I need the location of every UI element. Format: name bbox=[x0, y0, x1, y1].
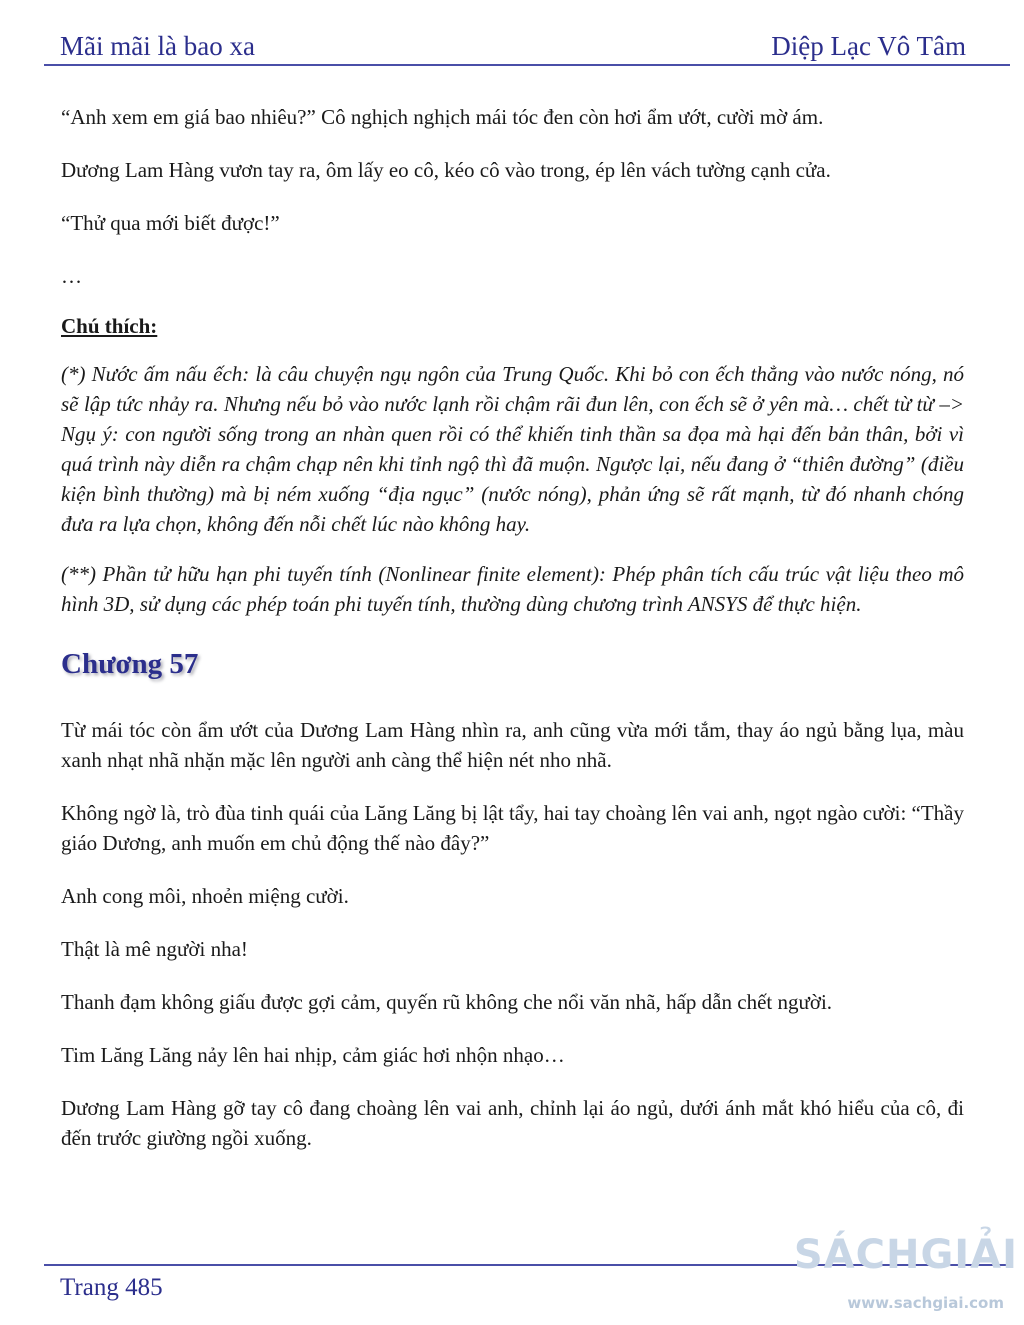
paragraph: Không ngờ là, trò đùa tinh quái của Lăng Lăng bị lật tẩy, hai tay choàng lên vai anh, ngọt ngào cười: “Thầy giáo Dương, anh muốn em chủ động thế nào đây?” bbox=[61, 801, 964, 855]
watermark-logo: SÁCHGIẢI bbox=[793, 1232, 1018, 1278]
chapter-heading: Chương 57 bbox=[61, 648, 199, 680]
footnote-2: (**) Phần tử hữu hạn phi tuyến tính (Nonlinear finite element): Phép phân tích cấu trúc vật liệu theo mô hình 3D, sử dụng các phép toán phi tuyến tính, thường dùng chương trình ANSYS để thực hiện. bbox=[61, 562, 964, 616]
page-header bbox=[60, 26, 966, 62]
paragraph: Thật là mê người nha! bbox=[61, 937, 248, 961]
paragraph: Thanh đạm không giấu được gợi cảm, quyến rũ không che nổi văn nhã, hấp dẫn chết người. bbox=[61, 990, 833, 1014]
note-title: Chú thích: bbox=[61, 314, 158, 338]
ellipsis: … bbox=[61, 264, 82, 288]
author-name: Diệp Lạc Vô Tâm bbox=[771, 31, 966, 61]
paragraph: Từ mái tóc còn ẩm ướt của Dương Lam Hàng nhìn ra, anh cũng vừa mới tắm, thay áo ngủ bằng lụa, màu xanh nhạt nhã nhặn mặc lên người anh càng thể hiện nét nho nhã. bbox=[61, 718, 964, 772]
paragraph: Tim Lăng Lăng nảy lên hai nhịp, cảm giác hơi nhộn nhạo… bbox=[61, 1043, 565, 1067]
page-content bbox=[61, 102, 964, 1176]
paragraph: Dương Lam Hàng gỡ tay cô đang choàng lên vai anh, chỉnh lại áo ngủ, dưới ánh mắt khó hiểu của cô, đi đến trước giường ngồi xuống. bbox=[61, 1096, 964, 1150]
paragraph: Dương Lam Hàng vươn tay ra, ôm lấy eo cô, kéo cô vào trong, ép lên vách tường cạnh cửa. bbox=[61, 158, 831, 182]
paragraph: “Anh xem em giá bao nhiêu?” Cô nghịch nghịch mái tóc đen còn hơi ẩm ướt, cười mờ ám. bbox=[61, 105, 824, 129]
page-number: Trang 485 bbox=[60, 1274, 163, 1301]
header-divider bbox=[44, 64, 1010, 66]
watermark-url: www.sachgiai.com bbox=[847, 1294, 1004, 1312]
book-title: Mãi mãi là bao xa bbox=[60, 31, 255, 61]
paragraph: Anh cong môi, nhoẻn miệng cười. bbox=[61, 884, 349, 908]
footnote-1: (*) Nước ấm nấu ếch: là câu chuyện ngụ ngôn của Trung Quốc. Khi bỏ con ếch thẳng vào nước nóng, nó sẽ lập tức nhảy ra. Nhưng nếu bỏ vào nước lạnh rồi chậm rãi đun lên, con ếch sẽ ở yên mà… chết từ từ –> Ngụ ý: con người sống trong an nhàn quen rồi có thể khiến tinh thần sa đọa mà hại đến bản thân, bởi vì quá trình này diễn ra chậm chạp nên khi tỉnh ngộ thì đã muộn. Ngược lại, nếu đang ở “thiên đường” (điều kiện bình thường) mà bị ném xuống “địa ngục” (nước nóng), phản ứng sẽ rất mạnh, từ đó nhanh chóng đưa ra lựa chọn, không đến nỗi chết lúc nào không hay. bbox=[61, 362, 964, 536]
watermark bbox=[793, 1232, 1018, 1318]
paragraph: “Thử qua mới biết được!” bbox=[61, 211, 280, 235]
